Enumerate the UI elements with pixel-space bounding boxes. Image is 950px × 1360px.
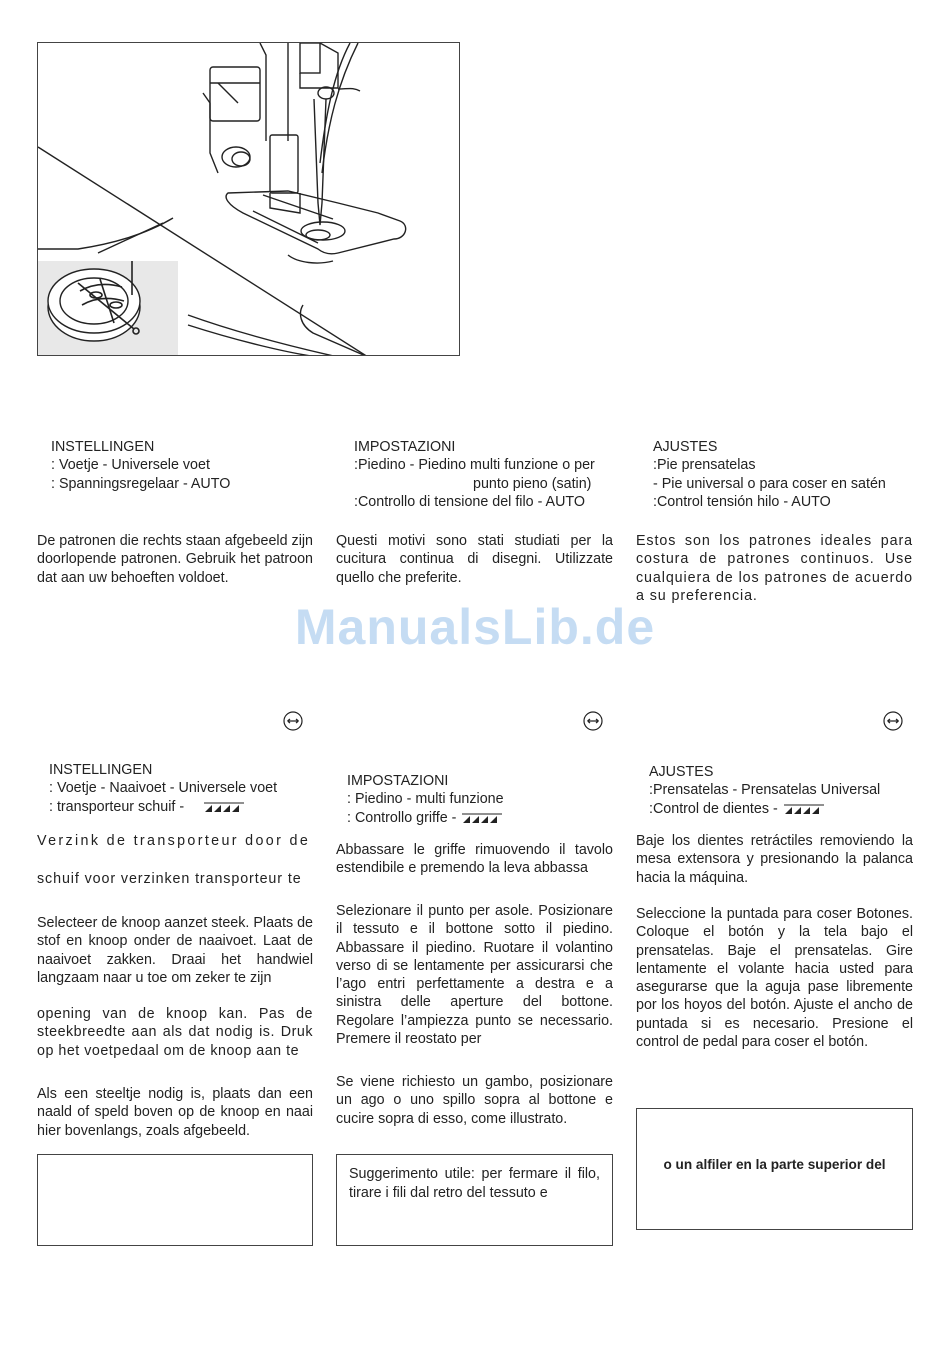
settings-heading: INSTELLINGEN: [49, 762, 153, 778]
settings-nl-bottom: [49, 761, 277, 816]
settings-line: punto pieno (satin): [473, 475, 592, 492]
settings-line: :Prensatelas - Prensatelas Universal: [649, 782, 881, 799]
tip-box-es: o un alfiler en la parte superior del: [636, 1108, 913, 1230]
feed-dogs-lowered-icon: [462, 812, 502, 824]
settings-heading: AJUSTES: [653, 439, 718, 455]
body-es-p1: Baje los dientes retráctiles removiendo la mesa extensora y presionando la palanca hacia la máquina.: [636, 833, 913, 886]
watermark: ManualsLib.de: [294, 599, 656, 655]
double-arrow-circle-icon: [283, 711, 303, 731]
settings-nl-top: [51, 438, 230, 493]
body-it-p3: Se viene richiesto un gambo, posizionare un ago o uno spillo sopra al bottone e cucire sopra di esso, come illustrato.: [336, 1074, 613, 1127]
body-nl-p2a: Selecteer de knoop aanzet steek. Plaats de stof en knoop onder de naaivoet. Laat de naaivoet zakken. Draai het handwiel langzaam naar u toe om zeker te zijn: [37, 915, 313, 986]
double-arrow-circle-icon: [883, 711, 903, 731]
tip-box-nl: [37, 1154, 313, 1246]
settings-es-bottom: [649, 763, 880, 818]
settings-line: : Spanningsregelaar - AUTO: [51, 475, 231, 492]
settings-line: :Control tensión hilo - AUTO: [653, 493, 831, 510]
feed-dogs-lowered-icon: [784, 803, 824, 815]
body-it-top: Questi motivi sono stati studiati per la cucitura continua di disegni. Utilizzate quello che preferite.: [336, 533, 613, 586]
settings-line: : transporteur schuif -: [49, 798, 277, 816]
button-sewing-illustration: [37, 42, 460, 356]
settings-line: : Voetje - Naaivoet - Universele voet: [49, 780, 278, 797]
settings-it-top: [354, 438, 614, 511]
tip-box-it: Suggerimento utile: per fermare il filo, tirare i fili dal retro del tessuto e: [336, 1154, 613, 1246]
settings-line: :Piedino - Piedino multi funzione o per: [354, 457, 595, 474]
body-nl-p1b: schuif voor verzinken transporteur te: [37, 871, 302, 887]
body-it-p1: Abbassare le griffe rimuovendo il tavolo estendibile e premendo la leva abbassa: [336, 842, 613, 877]
settings-line: :Pie prensatelas: [653, 457, 756, 474]
feed-dogs-lowered-icon: [204, 801, 244, 813]
settings-it-bottom: [347, 772, 504, 827]
body-es-top: Estos son los patrones ideales para costura de patrones continuos. Use cualquiera de los patrones de acuerdo a su preferencia.: [636, 533, 913, 604]
settings-heading: AJUSTES: [649, 764, 714, 780]
settings-line: : Controllo griffe -: [347, 809, 504, 827]
settings-line: :Controllo di tensione del filo - AUTO: [354, 493, 585, 510]
settings-es-top: [653, 438, 886, 511]
settings-line: - Pie universal o para coser en satén: [653, 475, 886, 492]
settings-line: :Control de dientes -: [649, 800, 880, 818]
body-nl-top: De patronen die rechts staan afgebeeld zijn doorlopende patronen. Gebruik het patroon dat aan uw behoeften voldoet.: [37, 533, 313, 586]
settings-heading: IMPOSTAZIONI: [354, 439, 456, 455]
body-nl-p3: Als een steeltje nodig is, plaats dan een naald of speld boven op de knoop en naai hier bovenlangs, zoals afgebeeld.: [37, 1086, 313, 1139]
body-it-p2: Selezionare il punto per asole. Posizionare il tessuto e il bottone sotto il piedino. Abbassare il piedino. Ruotare il volantino verso di se lentamente per assicurarsi che l’ago entri perfettamente a destra e a sinistra delle aperture del bottone. Regolare l’ampiezza punto se necessario. Premere il reostato per: [336, 903, 613, 1048]
body-nl-p1a: Verzink de transporteur door de: [37, 833, 311, 849]
body-es-p2: Seleccione la puntada para coser Botones. Coloque el botón y la tela bajo el prensatelas. Baje el prensatelas. Gire lentamente el volante hacia usted para asegurarse que la aguja pase libremente por los hoyos del botón. Ajuste el ancho de puntada si es necesario. Presione el control de pedal para coser el botón.: [636, 906, 913, 1051]
body-nl-p2b: opening van de knoop kan. Pas de steekbreedte aan als dat nodig is. Druk op het voetpedaal om de knoop aan te: [37, 1006, 313, 1059]
settings-line: : Voetje - Universele voet: [51, 457, 210, 474]
settings-heading: INSTELLINGEN: [51, 439, 155, 455]
settings-heading: IMPOSTAZIONI: [347, 773, 449, 789]
double-arrow-circle-icon: [583, 711, 603, 731]
settings-line: : Piedino - multi funzione: [347, 791, 504, 808]
